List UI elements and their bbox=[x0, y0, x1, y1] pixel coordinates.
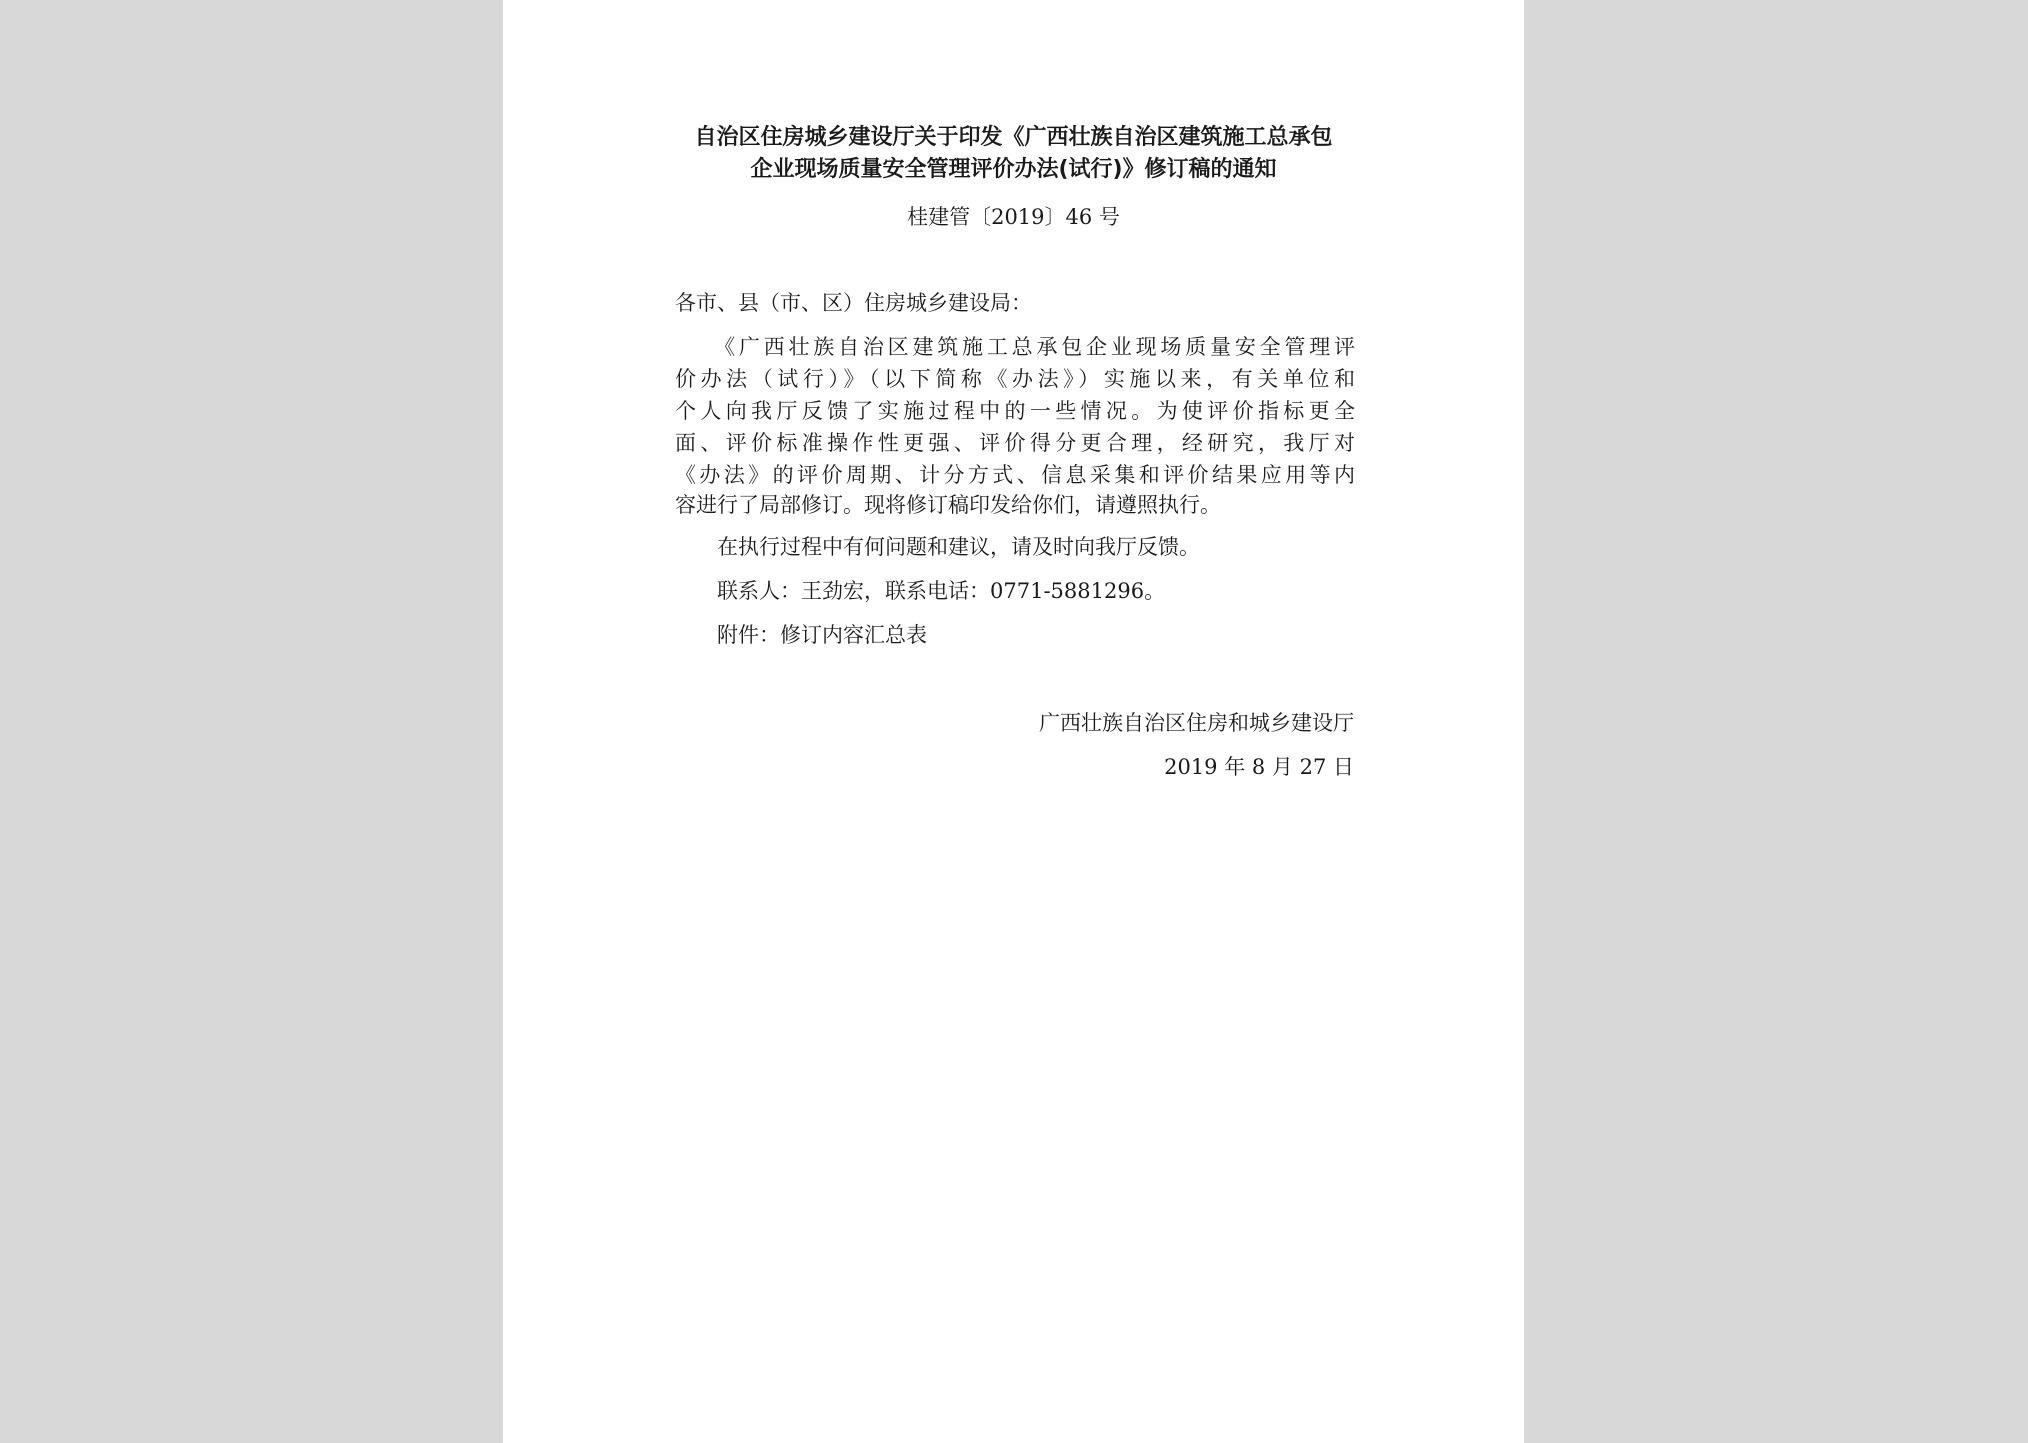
signature-date: 2019 年 8 月 27 日 bbox=[1164, 755, 1354, 779]
paragraph-1-line-6: 容进行了局部修订。现将修订稿印发给你们，请遵照执行。 bbox=[675, 493, 1221, 517]
document-page bbox=[503, 0, 1524, 1443]
signature-organization: 广西壮族自治区住房和城乡建设厅 bbox=[1039, 711, 1354, 735]
paragraph-2: 在执行过程中有何问题和建议，请及时向我厅反馈。 bbox=[675, 535, 1200, 559]
document-number: 桂建管〔2019〕46 号 bbox=[907, 205, 1120, 229]
paragraph-1-line-2: 价办法（试行）》（以下简称《办法》）实施以来，有关单位和 bbox=[675, 367, 1355, 391]
paragraph-1-line-4: 面、评价标准操作性更强、评价得分更合理，经研究，我厅对 bbox=[675, 431, 1355, 455]
document-title-line-2: 企业现场质量安全管理评价办法(试行)》修订稿的通知 bbox=[750, 157, 1277, 182]
attachment-line: 附件：修订内容汇总表 bbox=[675, 623, 927, 647]
contact-line: 联系人：王劲宏，联系电话：0771-5881296。 bbox=[675, 579, 1166, 603]
paragraph-1-line-5: 《办法》的评价周期、计分方式、信息采集和评价结果应用等内 bbox=[675, 463, 1355, 487]
salutation: 各市、县（市、区）住房城乡建设局： bbox=[675, 291, 1032, 315]
paragraph-1-line-1: 《广西壮族自治区建筑施工总承包企业现场质量安全管理评 bbox=[675, 335, 1355, 359]
paragraph-1-line-3: 个人向我厅反馈了实施过程中的一些情况。为使评价指标更全 bbox=[675, 399, 1355, 423]
document-title-line-1: 自治区住房城乡建设厅关于印发《广西壮族自治区建筑施工总承包 bbox=[694, 125, 1333, 150]
